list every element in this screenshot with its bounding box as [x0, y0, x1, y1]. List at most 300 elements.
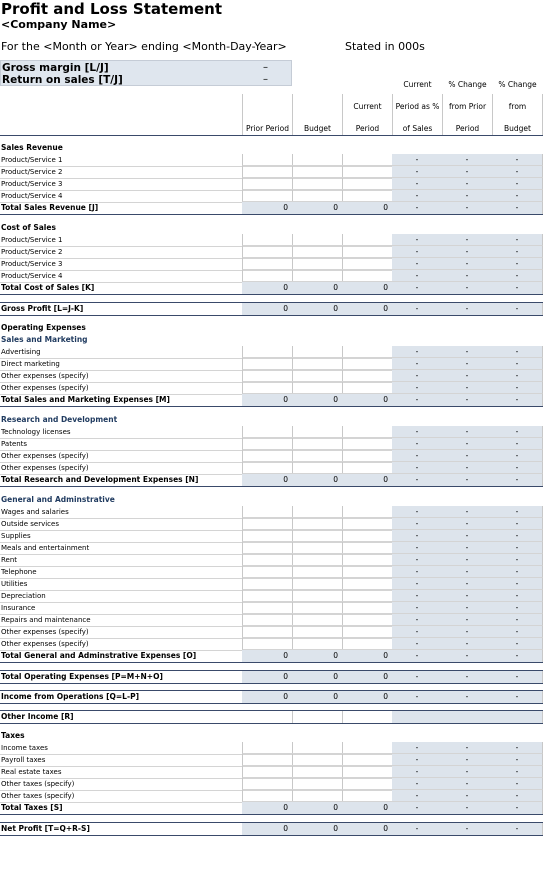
cell[interactable]: [292, 462, 343, 474]
cell[interactable]: -: [392, 382, 443, 394]
total-percent: -: [492, 671, 543, 683]
rnd-item-2[interactable]: Patents: [1, 440, 28, 448]
cell[interactable]: -: [492, 790, 543, 802]
cell[interactable]: -: [442, 166, 493, 178]
ga-item-10[interactable]: Repairs and maintenance: [1, 616, 91, 624]
cell[interactable]: [292, 711, 343, 723]
cell[interactable]: -: [442, 370, 493, 382]
tax-item-2[interactable]: Payroll taxes: [1, 756, 46, 764]
cell[interactable]: -: [442, 270, 493, 282]
cell[interactable]: [242, 462, 293, 474]
total-sales-revenue: [0, 202, 543, 215]
cell[interactable]: -: [392, 626, 443, 638]
total-percent: -: [392, 650, 443, 662]
cell[interactable]: [292, 602, 343, 614]
cell[interactable]: -: [392, 462, 443, 474]
cell[interactable]: -: [392, 178, 443, 190]
tax-item-3[interactable]: Real estate taxes: [1, 768, 62, 776]
tax-item-5[interactable]: Other taxes (specify): [1, 792, 75, 800]
total-research-development-label: Total Research and Development Expenses [N]: [1, 475, 199, 484]
total-percent: -: [442, 691, 493, 703]
total-value: 0: [342, 303, 393, 315]
cell[interactable]: [242, 742, 293, 754]
sales-item-3[interactable]: Product/Service 3: [1, 180, 63, 188]
cell[interactable]: [242, 790, 293, 802]
cell[interactable]: [342, 742, 393, 754]
total-percent: -: [392, 282, 443, 294]
total-percent: -: [442, 303, 493, 315]
cell[interactable]: [292, 518, 343, 530]
cell[interactable]: [242, 234, 293, 246]
cell[interactable]: [242, 438, 293, 450]
company-name[interactable]: <Company Name>: [1, 18, 117, 31]
total-percent: -: [492, 691, 543, 703]
cell[interactable]: -: [492, 438, 543, 450]
ga-item-3[interactable]: Supplies: [1, 532, 31, 540]
cell[interactable]: -: [442, 358, 493, 370]
cell[interactable]: [242, 638, 293, 650]
cell[interactable]: -: [492, 234, 543, 246]
section-taxes-label: Taxes: [1, 731, 25, 740]
cell[interactable]: [342, 766, 393, 778]
total-operating-expenses-label: Total Operating Expenses [P=M+N+O]: [1, 672, 163, 681]
cell[interactable]: [292, 438, 343, 450]
cell[interactable]: -: [492, 178, 543, 190]
cell[interactable]: -: [392, 518, 443, 530]
sm-item-2[interactable]: Direct marketing: [1, 360, 60, 368]
column-header-3: Current Period: [342, 94, 393, 136]
ga-item-2[interactable]: Outside services: [1, 520, 59, 528]
cell[interactable]: [242, 270, 293, 282]
cell[interactable]: [242, 154, 293, 166]
page-title: Profit and Loss Statement: [1, 0, 223, 18]
cell[interactable]: -: [442, 754, 493, 766]
ga-item-4[interactable]: Meals and entertainment: [1, 544, 90, 552]
ga-item-9[interactable]: Insurance: [1, 604, 36, 612]
cell[interactable]: -: [392, 358, 443, 370]
cell[interactable]: [242, 566, 293, 578]
cell[interactable]: -: [492, 462, 543, 474]
ga-item-7[interactable]: Utilities: [1, 580, 28, 588]
cell[interactable]: -: [442, 566, 493, 578]
cell[interactable]: -: [442, 438, 493, 450]
cell[interactable]: -: [492, 506, 543, 518]
cell[interactable]: [342, 438, 393, 450]
cell[interactable]: [292, 778, 343, 790]
total-percent: -: [392, 823, 443, 835]
total-value: 0: [242, 823, 293, 835]
total-sales-marketing: [0, 394, 543, 407]
cell[interactable]: [342, 790, 393, 802]
cell[interactable]: [242, 178, 293, 190]
sales-item-2[interactable]: Product/Service 2: [1, 168, 63, 176]
column-header-6: % Change from Budget: [492, 94, 543, 136]
cell[interactable]: -: [392, 530, 443, 542]
cell[interactable]: -: [442, 246, 493, 258]
cell[interactable]: [242, 590, 293, 602]
cell[interactable]: [292, 554, 343, 566]
rnd-item-1[interactable]: Technology licenses: [1, 428, 71, 436]
cell[interactable]: -: [392, 590, 443, 602]
ga-item-5[interactable]: Rent: [1, 556, 18, 564]
cell[interactable]: [242, 258, 293, 270]
ga-item-11[interactable]: Other expenses (specify): [1, 628, 89, 636]
cell[interactable]: [292, 370, 343, 382]
section-cost-of-sales: [0, 222, 543, 234]
period-line[interactable]: For the <Month or Year> ending <Month-Day-Year>: [1, 40, 287, 53]
cell[interactable]: -: [442, 234, 493, 246]
cell[interactable]: -: [392, 754, 443, 766]
cell[interactable]: [342, 346, 393, 358]
cell[interactable]: -: [492, 154, 543, 166]
total-percent: -: [392, 474, 443, 486]
cell[interactable]: -: [392, 246, 443, 258]
cell[interactable]: -: [492, 358, 543, 370]
cell[interactable]: [242, 166, 293, 178]
cell[interactable]: -: [492, 258, 543, 270]
total-general-admin-label: Total General and Adminstrative Expenses [O]: [1, 651, 197, 660]
cell[interactable]: [342, 358, 393, 370]
cell[interactable]: -: [442, 778, 493, 790]
section-operating-expenses-label: Operating Expenses: [1, 323, 86, 332]
cell[interactable]: [292, 358, 343, 370]
cell[interactable]: -: [442, 542, 493, 554]
cell[interactable]: -: [392, 742, 443, 754]
total-percent: -: [442, 282, 493, 294]
cell[interactable]: [292, 626, 343, 638]
cell[interactable]: -: [442, 626, 493, 638]
total-percent: -: [392, 802, 443, 814]
cell[interactable]: -: [492, 754, 543, 766]
cell[interactable]: -: [392, 438, 443, 450]
sm-item-4[interactable]: Other expenses (specify): [1, 384, 89, 392]
cell[interactable]: [292, 530, 343, 542]
cell[interactable]: [342, 246, 393, 258]
cell[interactable]: -: [442, 614, 493, 626]
cell[interactable]: [342, 382, 393, 394]
cell[interactable]: -: [442, 462, 493, 474]
cell[interactable]: -: [392, 778, 443, 790]
cell[interactable]: [342, 754, 393, 766]
cell[interactable]: [342, 578, 393, 590]
cell[interactable]: [292, 766, 343, 778]
ga-item-8[interactable]: Depreciation: [1, 592, 46, 600]
cell[interactable]: -: [492, 426, 543, 438]
cell[interactable]: -: [492, 246, 543, 258]
cell[interactable]: [292, 450, 343, 462]
sm-item-1[interactable]: Advertising: [1, 348, 41, 356]
cell[interactable]: -: [392, 638, 443, 650]
cell[interactable]: [292, 426, 343, 438]
cell[interactable]: [342, 554, 393, 566]
cell[interactable]: [292, 178, 343, 190]
cell[interactable]: -: [492, 542, 543, 554]
cell[interactable]: [292, 638, 343, 650]
cell[interactable]: [342, 542, 393, 554]
sales-item-4[interactable]: Product/Service 4: [1, 192, 63, 200]
total-percent: -: [392, 303, 443, 315]
sales-item-1[interactable]: Product/Service 1: [1, 156, 63, 164]
cell[interactable]: [242, 542, 293, 554]
cell[interactable]: [242, 711, 293, 723]
cell[interactable]: [492, 711, 543, 723]
rnd-item-4[interactable]: Other expenses (specify): [1, 464, 89, 472]
cell[interactable]: [342, 190, 393, 202]
cell[interactable]: [292, 566, 343, 578]
cell[interactable]: -: [392, 542, 443, 554]
cell[interactable]: -: [442, 530, 493, 542]
total-percent: -: [442, 671, 493, 683]
cell[interactable]: -: [392, 614, 443, 626]
total-percent: -: [442, 802, 493, 814]
cell[interactable]: [342, 270, 393, 282]
cell[interactable]: -: [492, 742, 543, 754]
cell[interactable]: -: [392, 554, 443, 566]
section-cost-of-sales-label: Cost of Sales: [1, 223, 56, 232]
section-research-development-label: Research and Development: [1, 415, 118, 424]
cell[interactable]: [242, 358, 293, 370]
cell[interactable]: [342, 370, 393, 382]
cost-item-1[interactable]: Product/Service 1: [1, 236, 63, 244]
cell[interactable]: [292, 258, 343, 270]
total-sales-revenue-label: Total Sales Revenue [J]: [1, 203, 99, 212]
cell[interactable]: [242, 450, 293, 462]
cell[interactable]: [292, 742, 343, 754]
cell[interactable]: [392, 711, 443, 723]
cell[interactable]: -: [442, 518, 493, 530]
ga-item-1[interactable]: Wages and salaries: [1, 508, 69, 516]
cell[interactable]: -: [392, 506, 443, 518]
cell[interactable]: [292, 166, 343, 178]
cell[interactable]: [292, 578, 343, 590]
cell[interactable]: [342, 462, 393, 474]
section-sales-marketing-label: Sales and Marketing: [1, 335, 88, 344]
cell[interactable]: -: [492, 270, 543, 282]
ga-item-6[interactable]: Telephone: [1, 568, 37, 576]
cell[interactable]: -: [492, 578, 543, 590]
cell[interactable]: [292, 346, 343, 358]
cell[interactable]: [242, 766, 293, 778]
cell[interactable]: -: [442, 450, 493, 462]
cell[interactable]: [292, 754, 343, 766]
total-percent: -: [492, 474, 543, 486]
cell[interactable]: -: [392, 234, 443, 246]
cell[interactable]: [342, 602, 393, 614]
cell[interactable]: -: [392, 450, 443, 462]
cell[interactable]: -: [392, 566, 443, 578]
total-value: 0: [292, 802, 343, 814]
total-value: 0: [342, 650, 393, 662]
cell[interactable]: [442, 711, 493, 723]
cell[interactable]: [292, 542, 343, 554]
cell[interactable]: [242, 778, 293, 790]
ga-item-12[interactable]: Other expenses (specify): [1, 640, 89, 648]
total-value: 0: [242, 650, 293, 662]
cell[interactable]: -: [442, 578, 493, 590]
cell[interactable]: -: [492, 166, 543, 178]
cell[interactable]: [242, 246, 293, 258]
cell[interactable]: -: [442, 346, 493, 358]
total-percent: -: [392, 202, 443, 214]
total-value: 0: [242, 802, 293, 814]
cell[interactable]: -: [392, 426, 443, 438]
total-taxes: [0, 802, 543, 815]
cell[interactable]: [292, 154, 343, 166]
total-value: 0: [242, 691, 293, 703]
cell[interactable]: [292, 506, 343, 518]
cell[interactable]: [292, 590, 343, 602]
cell[interactable]: [292, 614, 343, 626]
cell[interactable]: [292, 234, 343, 246]
cell[interactable]: [342, 258, 393, 270]
cell[interactable]: -: [492, 518, 543, 530]
cell[interactable]: -: [392, 270, 443, 282]
cell[interactable]: -: [392, 346, 443, 358]
cost-item-3[interactable]: Product/Service 3: [1, 260, 63, 268]
cell[interactable]: -: [442, 426, 493, 438]
cell[interactable]: [292, 790, 343, 802]
total-research-development: [0, 474, 543, 487]
cell[interactable]: -: [492, 590, 543, 602]
cell[interactable]: [342, 518, 393, 530]
gross-profit-label: Gross Profit [L=J-K]: [1, 304, 84, 313]
gross-margin-value[interactable]: –: [263, 62, 268, 73]
cell[interactable]: [242, 530, 293, 542]
column-header-1: Prior Period: [242, 94, 293, 136]
cell[interactable]: [342, 234, 393, 246]
section-sales-marketing: [0, 334, 543, 346]
cell[interactable]: [342, 566, 393, 578]
cell[interactable]: -: [442, 506, 493, 518]
cell[interactable]: -: [442, 258, 493, 270]
cell[interactable]: -: [392, 190, 443, 202]
cell[interactable]: -: [492, 346, 543, 358]
cell[interactable]: [242, 578, 293, 590]
cell[interactable]: -: [392, 766, 443, 778]
cell[interactable]: [292, 190, 343, 202]
sm-item-3[interactable]: Other expenses (specify): [1, 372, 89, 380]
cell[interactable]: -: [492, 370, 543, 382]
net-profit-label: Net Profit [T=Q+R-S]: [1, 824, 90, 833]
cell[interactable]: -: [442, 590, 493, 602]
cell[interactable]: [342, 711, 393, 723]
cell[interactable]: [292, 246, 343, 258]
cell[interactable]: -: [492, 554, 543, 566]
rnd-item-3[interactable]: Other expenses (specify): [1, 452, 89, 460]
tax-item-1[interactable]: Income taxes: [1, 744, 48, 752]
cell[interactable]: -: [442, 766, 493, 778]
cell[interactable]: -: [442, 382, 493, 394]
cell[interactable]: [292, 382, 343, 394]
cell[interactable]: [242, 554, 293, 566]
cell[interactable]: -: [492, 626, 543, 638]
cell[interactable]: [342, 450, 393, 462]
cell[interactable]: [242, 506, 293, 518]
cell[interactable]: -: [392, 578, 443, 590]
total-percent: -: [442, 474, 493, 486]
total-percent: -: [492, 650, 543, 662]
gross-margin-label: Gross margin [L/J]: [2, 62, 109, 74]
total-value: 0: [342, 671, 393, 683]
cell[interactable]: [342, 638, 393, 650]
column-header-4: Current Period as % of Sales: [392, 94, 443, 136]
cell[interactable]: [342, 426, 393, 438]
cell[interactable]: -: [442, 154, 493, 166]
cost-item-4[interactable]: Product/Service 4: [1, 272, 63, 280]
cell[interactable]: -: [442, 638, 493, 650]
cell[interactable]: -: [392, 166, 443, 178]
total-value: 0: [292, 650, 343, 662]
cell[interactable]: -: [492, 450, 543, 462]
total-percent: -: [492, 202, 543, 214]
cell[interactable]: [242, 370, 293, 382]
cell[interactable]: -: [442, 554, 493, 566]
cell[interactable]: [242, 190, 293, 202]
cell[interactable]: [242, 382, 293, 394]
cell[interactable]: [242, 614, 293, 626]
cell[interactable]: -: [442, 742, 493, 754]
cell[interactable]: -: [392, 602, 443, 614]
cell[interactable]: -: [442, 190, 493, 202]
cell[interactable]: -: [492, 530, 543, 542]
section-taxes: [0, 730, 543, 742]
section-general-admin-label: General and Adminstrative: [1, 495, 115, 504]
cell[interactable]: [242, 626, 293, 638]
cell[interactable]: [342, 626, 393, 638]
total-value: 0: [242, 671, 293, 683]
cell[interactable]: [342, 178, 393, 190]
cell[interactable]: [342, 154, 393, 166]
cell[interactable]: -: [492, 614, 543, 626]
cell[interactable]: [342, 590, 393, 602]
cell[interactable]: -: [492, 566, 543, 578]
tax-item-4[interactable]: Other taxes (specify): [1, 780, 75, 788]
total-sales-marketing-label: Total Sales and Marketing Expenses [M]: [1, 395, 170, 404]
total-general-admin: [0, 650, 543, 663]
cell[interactable]: [242, 346, 293, 358]
cell[interactable]: -: [492, 778, 543, 790]
cell[interactable]: [342, 530, 393, 542]
cell[interactable]: [292, 270, 343, 282]
return-on-sales-label: Return on sales [T/J]: [2, 74, 123, 86]
cell[interactable]: -: [492, 190, 543, 202]
cell[interactable]: -: [442, 602, 493, 614]
total-value: 0: [292, 394, 343, 406]
cell[interactable]: [342, 166, 393, 178]
cell[interactable]: -: [492, 766, 543, 778]
cell[interactable]: [242, 754, 293, 766]
cell[interactable]: -: [392, 258, 443, 270]
cell[interactable]: -: [392, 790, 443, 802]
cell[interactable]: -: [492, 602, 543, 614]
cell[interactable]: [342, 506, 393, 518]
cell[interactable]: -: [442, 178, 493, 190]
cell[interactable]: [242, 518, 293, 530]
cell[interactable]: [242, 602, 293, 614]
cell[interactable]: -: [392, 154, 443, 166]
return-on-sales-value[interactable]: –: [263, 74, 268, 85]
cell[interactable]: -: [442, 790, 493, 802]
cell[interactable]: [342, 614, 393, 626]
cost-item-2[interactable]: Product/Service 2: [1, 248, 63, 256]
cell[interactable]: -: [492, 382, 543, 394]
cell[interactable]: -: [492, 638, 543, 650]
total-percent: -: [392, 691, 443, 703]
cell[interactable]: [242, 426, 293, 438]
cell[interactable]: -: [392, 370, 443, 382]
total-percent: -: [492, 802, 543, 814]
cell[interactable]: [342, 778, 393, 790]
